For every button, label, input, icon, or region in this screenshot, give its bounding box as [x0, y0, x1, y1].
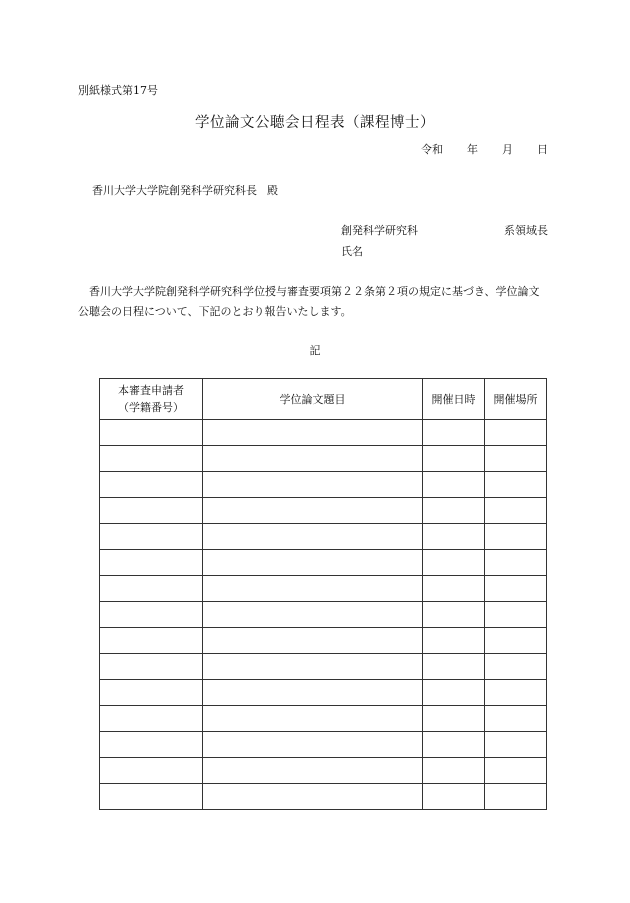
cell-thesis-title[interactable] [203, 758, 423, 784]
cell-thesis-title[interactable] [203, 498, 423, 524]
cell-applicant[interactable] [100, 758, 203, 784]
cell-thesis-title[interactable] [203, 706, 423, 732]
cell-datetime[interactable] [423, 524, 485, 550]
sender-name-label: 氏名 [341, 245, 363, 258]
date-month-unit: 月 [502, 143, 513, 156]
cell-applicant[interactable] [100, 550, 203, 576]
table-row [100, 784, 547, 810]
cell-thesis-title[interactable] [203, 732, 423, 758]
table-row [100, 420, 547, 446]
cell-applicant[interactable] [100, 602, 203, 628]
table-row [100, 680, 547, 706]
cell-thesis-title[interactable] [203, 446, 423, 472]
header-applicant [100, 379, 203, 420]
table-row [100, 628, 547, 654]
cell-datetime[interactable] [423, 784, 485, 810]
cell-applicant[interactable] [100, 524, 203, 550]
table-row [100, 550, 547, 576]
table-row [100, 576, 547, 602]
cell-thesis-title[interactable] [203, 524, 423, 550]
addressee-honorific: 殿 [267, 184, 278, 197]
cell-venue[interactable] [485, 602, 547, 628]
table-row [100, 446, 547, 472]
cell-applicant[interactable] [100, 576, 203, 602]
form-number: 別紙様式第17号 [78, 84, 158, 97]
cell-venue[interactable] [485, 654, 547, 680]
cell-thesis-title[interactable] [203, 628, 423, 654]
cell-venue[interactable] [485, 784, 547, 810]
sender-department: 系領域長 [504, 224, 548, 237]
cell-datetime[interactable] [423, 654, 485, 680]
cell-venue[interactable] [485, 706, 547, 732]
schedule-table [99, 378, 547, 810]
cell-applicant[interactable] [100, 472, 203, 498]
cell-datetime[interactable] [423, 420, 485, 446]
cell-venue[interactable] [485, 472, 547, 498]
date-era: 令和 [421, 143, 443, 156]
addressee [92, 182, 278, 198]
table-row [100, 758, 547, 784]
header-applicant-line2: （学籍番号） [118, 401, 184, 414]
cell-thesis-title[interactable] [203, 784, 423, 810]
cell-venue[interactable] [485, 576, 547, 602]
cell-datetime[interactable] [423, 732, 485, 758]
cell-applicant[interactable] [100, 420, 203, 446]
cell-thesis-title[interactable] [203, 654, 423, 680]
table-row [100, 524, 547, 550]
cell-venue[interactable] [485, 680, 547, 706]
cell-applicant[interactable] [100, 498, 203, 524]
cell-venue[interactable] [485, 524, 547, 550]
cell-thesis-title[interactable] [203, 420, 423, 446]
cell-datetime[interactable] [423, 706, 485, 732]
table-row [100, 706, 547, 732]
cell-thesis-title[interactable] [203, 576, 423, 602]
cell-applicant[interactable] [100, 654, 203, 680]
cell-venue[interactable] [485, 550, 547, 576]
cell-datetime[interactable] [423, 602, 485, 628]
sender-graduate-school: 創発科学研究科 [341, 224, 418, 237]
cell-datetime[interactable] [423, 576, 485, 602]
cell-applicant[interactable] [100, 628, 203, 654]
cell-venue[interactable] [485, 758, 547, 784]
header-thesis-title: 学位論文題目 [203, 379, 423, 420]
cell-venue[interactable] [485, 498, 547, 524]
cell-datetime[interactable] [423, 446, 485, 472]
cell-venue[interactable] [485, 732, 547, 758]
cell-thesis-title[interactable] [203, 550, 423, 576]
table-row [100, 602, 547, 628]
table-row [100, 498, 547, 524]
cell-applicant[interactable] [100, 706, 203, 732]
cell-venue[interactable] [485, 446, 547, 472]
cell-datetime[interactable] [423, 628, 485, 654]
table-row [100, 472, 547, 498]
date-year-unit: 年 [467, 143, 478, 156]
cell-datetime[interactable] [423, 550, 485, 576]
cell-datetime[interactable] [423, 680, 485, 706]
cell-datetime[interactable] [423, 758, 485, 784]
header-applicant-line1: 本審査申請者 [118, 384, 184, 397]
cell-thesis-title[interactable] [203, 472, 423, 498]
table-header-row [100, 379, 547, 420]
body-paragraph: 香川大学大学院創発科学研究科学位授与審査要項第２２条第２項の規定に基づき、学位論文公聴会の日程について、下記のとおり報告いたします。 [78, 285, 540, 318]
date-line [421, 141, 548, 157]
cell-venue[interactable] [485, 420, 547, 446]
table-row [100, 732, 547, 758]
cell-applicant[interactable] [100, 680, 203, 706]
cell-thesis-title[interactable] [203, 680, 423, 706]
header-datetime: 開催日時 [423, 379, 485, 420]
ki-heading: 記 [309, 344, 321, 357]
cell-applicant[interactable] [100, 784, 203, 810]
cell-applicant[interactable] [100, 732, 203, 758]
table-row [100, 654, 547, 680]
cell-venue[interactable] [485, 628, 547, 654]
date-day-unit: 日 [537, 143, 548, 156]
addressee-name: 香川大学大学院創発科学研究科長 [92, 184, 257, 197]
header-venue: 開催場所 [485, 379, 547, 420]
cell-datetime[interactable] [423, 498, 485, 524]
cell-applicant[interactable] [100, 446, 203, 472]
cell-thesis-title[interactable] [203, 602, 423, 628]
cell-datetime[interactable] [423, 472, 485, 498]
page-title: 学位論文公聴会日程表（課程博士） [195, 115, 435, 131]
